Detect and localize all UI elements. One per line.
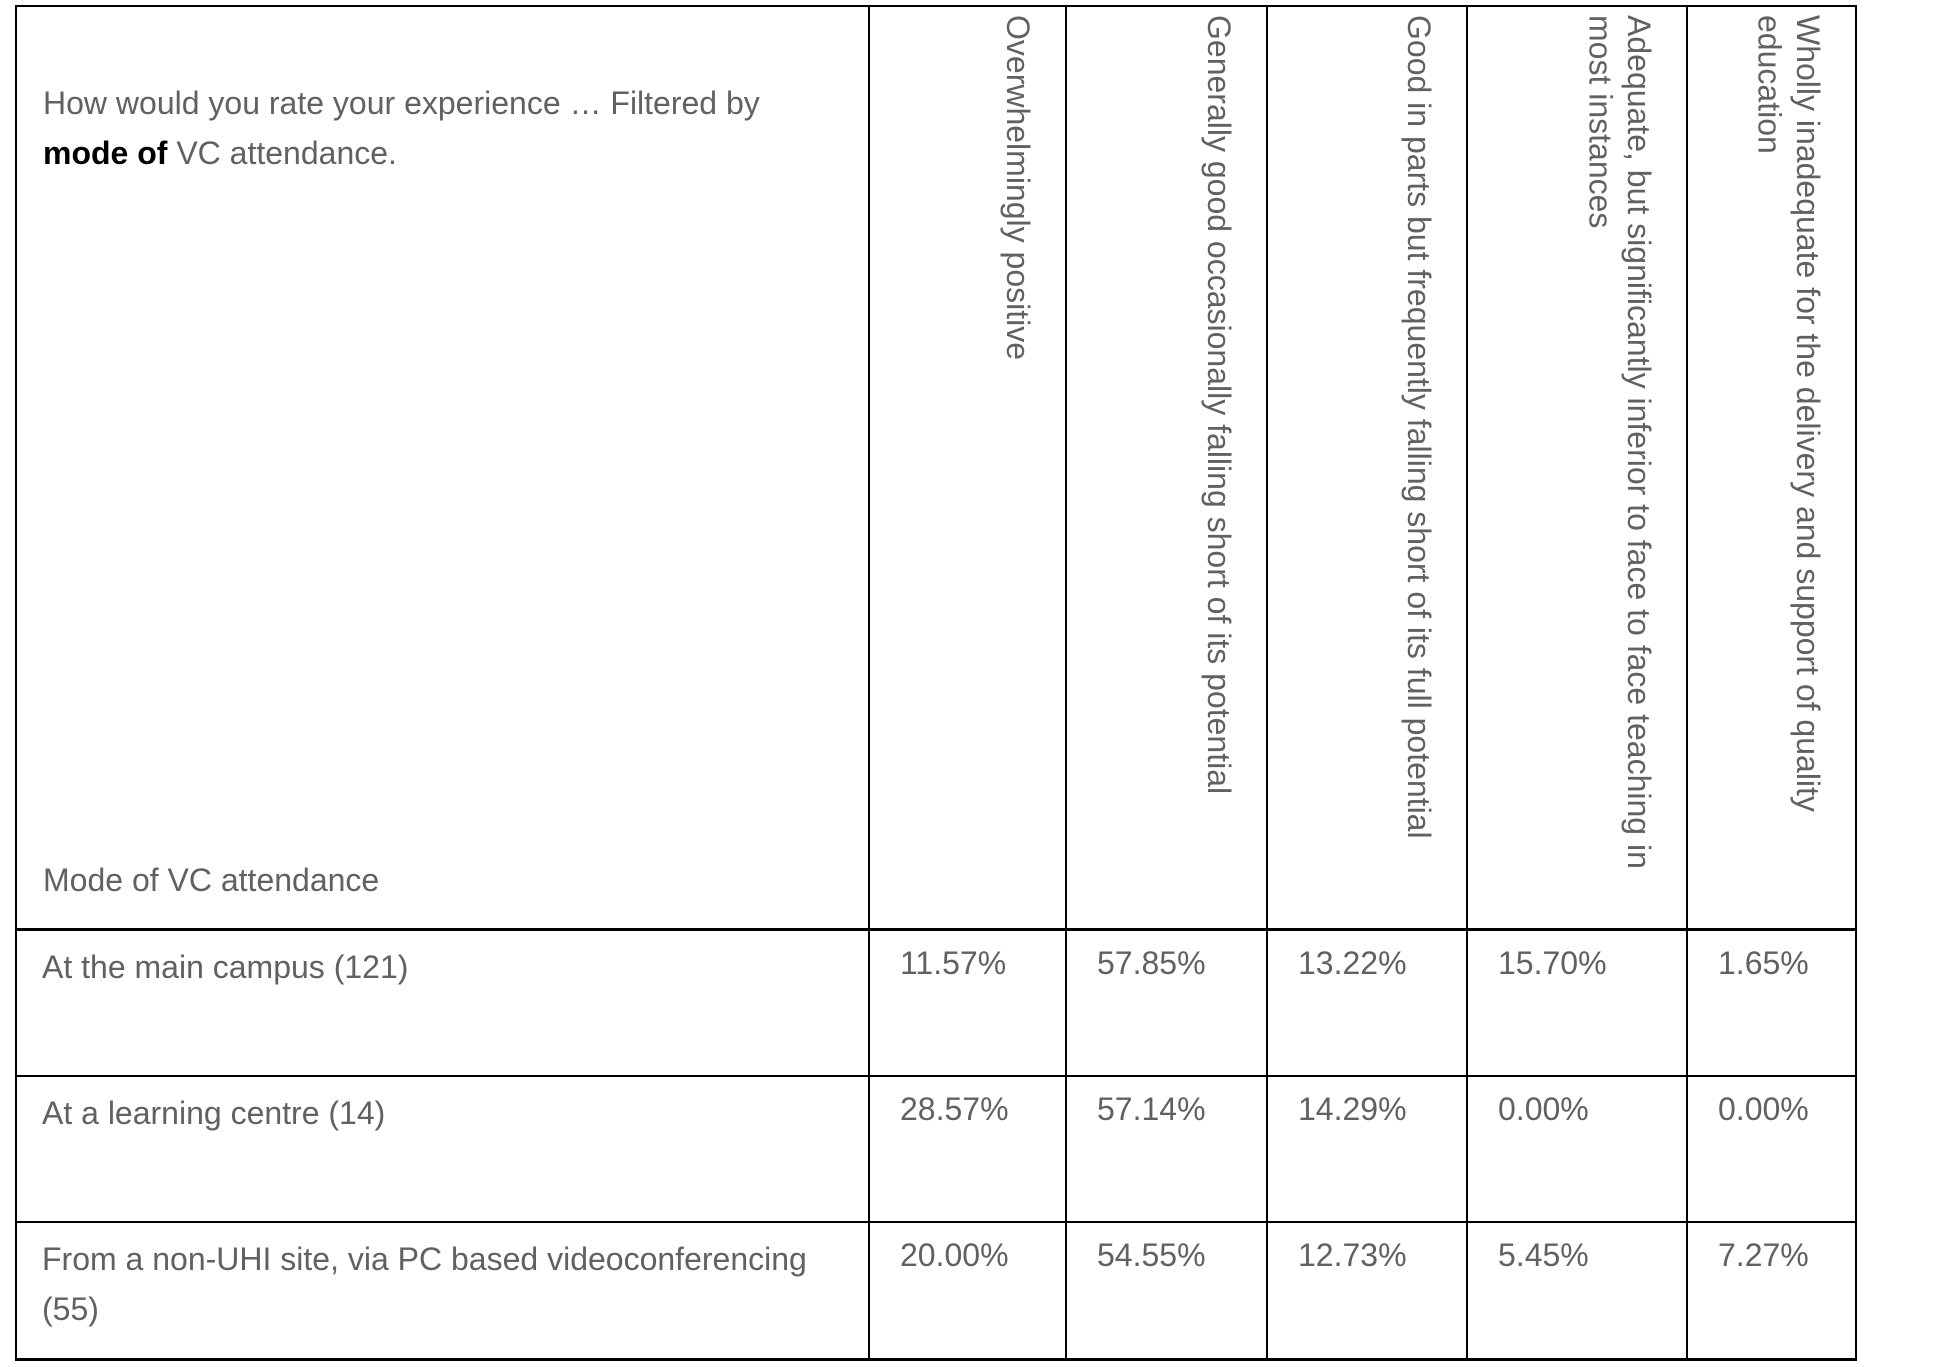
question-text-bold: mode of — [43, 134, 168, 171]
column-header-cell — [1066, 6, 1267, 930]
value-text: 15.70% — [1498, 945, 1607, 981]
value-text: 57.85% — [1097, 945, 1206, 981]
value-text: 0.00% — [1498, 1091, 1589, 1127]
table-row — [16, 930, 1856, 1077]
column-header-cell — [869, 6, 1066, 930]
value-text: 20.00% — [900, 1237, 1009, 1273]
value-cell — [869, 930, 1066, 1077]
value-cell — [1687, 1076, 1856, 1222]
row-label: At a learning centre (14) — [42, 1095, 386, 1131]
row-label-cell — [16, 930, 869, 1077]
column-header-cell — [1467, 6, 1687, 930]
question-text-before: How would you rate your experience … Filtered by — [43, 85, 760, 121]
value-text: 14.29% — [1298, 1091, 1407, 1127]
column-header-text: Good in parts but frequently falling short of its full potential — [1401, 15, 1437, 839]
value-cell — [1687, 930, 1856, 1077]
column-header-cell — [1267, 6, 1467, 930]
value-cell — [869, 1076, 1066, 1222]
value-cell — [1687, 1222, 1856, 1360]
value-cell — [1467, 1222, 1687, 1360]
column-header-cell — [1687, 6, 1856, 930]
survey-results-table — [15, 5, 1857, 1361]
value-cell — [1267, 1076, 1467, 1222]
table-row — [16, 1076, 1856, 1222]
question-title — [43, 79, 803, 178]
value-cell — [1267, 1222, 1467, 1360]
value-text: 12.73% — [1298, 1237, 1407, 1273]
value-cell — [1467, 1076, 1687, 1222]
table-row — [16, 1222, 1856, 1360]
value-cell — [1066, 1076, 1267, 1222]
row-label-cell — [16, 1222, 869, 1360]
row-label: At the main campus (121) — [42, 949, 409, 985]
row-label-cell — [16, 1076, 869, 1222]
value-cell — [1066, 1222, 1267, 1360]
column-header-text: Adequate, but significantly inferior to face to face teaching in most instances — [1582, 15, 1657, 869]
question-cell — [16, 6, 869, 930]
value-text: 13.22% — [1298, 945, 1407, 981]
column-header-text: Wholly inadequate for the delivery and support of quality education — [1751, 15, 1826, 812]
question-wrap — [17, 7, 868, 920]
value-cell — [1066, 930, 1267, 1077]
value-text: 7.27% — [1718, 1237, 1809, 1273]
value-text: 57.14% — [1097, 1091, 1206, 1127]
header-row — [16, 6, 1856, 930]
value-text: 5.45% — [1498, 1237, 1589, 1273]
value-cell — [1267, 930, 1467, 1077]
value-text: 1.65% — [1718, 945, 1809, 981]
value-text: 54.55% — [1097, 1237, 1206, 1273]
column-header-text: Generally good occasionally falling short of its potential — [1201, 15, 1237, 795]
value-text: 11.57% — [900, 945, 1007, 981]
question-text-after: VC attendance. — [176, 134, 397, 171]
row-label: From a non-UHI site, via PC based videoconferencing (55) — [42, 1241, 807, 1327]
column-header-text: Overwhelmingly positive — [1000, 15, 1036, 361]
row-dimension-label: Mode of VC attendance — [43, 862, 380, 899]
value-cell — [869, 1222, 1066, 1360]
value-cell — [1467, 930, 1687, 1077]
value-text: 28.57% — [900, 1091, 1009, 1127]
value-text: 0.00% — [1718, 1091, 1809, 1127]
